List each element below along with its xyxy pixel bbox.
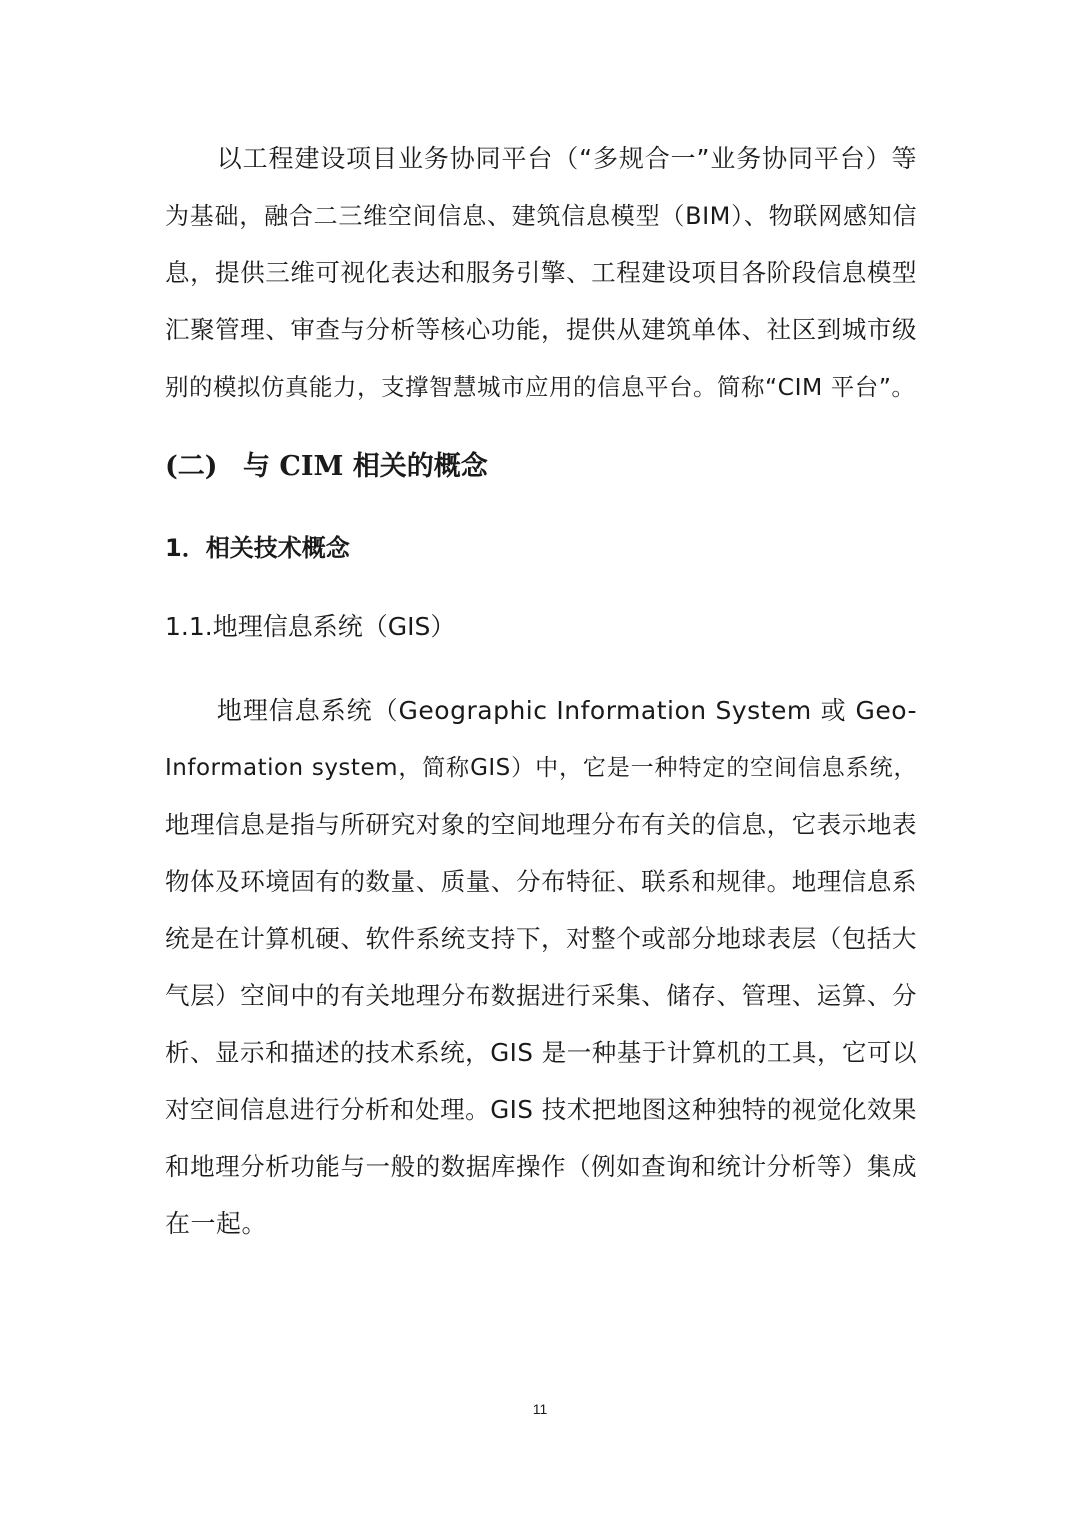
paragraph-line: Information system，简称GIS）中，它是一种特定的空间信息系统，: [165, 755, 917, 781]
paragraph-line: 在一起。: [165, 1209, 268, 1238]
paragraph-line: 气层）空间中的有关地理分布数据进行采集、储存、管理、运算、分: [165, 981, 917, 1010]
section-number: (二): [165, 451, 218, 482]
paragraph-line: 地理信息是指与所研究对象的空间地理分布有关的信息，它表示地表: [165, 810, 917, 839]
paragraph-line: 物体及环境固有的数量、质量、分布特征、联系和规律。地理信息系: [165, 867, 917, 896]
paragraph-line: 地理信息系统（Geographic Information System 或 Geo-: [165, 696, 917, 725]
section-heading: [165, 450, 488, 484]
paragraph-line: 以工程建设项目业务协同平台（“多规合一”业务协同平台）等: [165, 144, 917, 173]
subsubsection-heading: 1.1.地理信息系统（GIS）: [165, 612, 456, 641]
paragraph-line: 别的模拟仿真能力，支撑智慧城市应用的信息平台。简称“CIM 平台”。: [165, 373, 916, 401]
paragraph-line: 统是在计算机硬、软件系统支持下，对整个或部分地球表层（包括大: [165, 924, 917, 953]
paragraph-line: 汇聚管理、审查与分析等核心功能，提供从建筑单体、社区到城市级: [165, 315, 917, 344]
paragraph-line: 为基础，融合二三维空间信息、建筑信息模型（BIM）、物联网感知信: [165, 202, 917, 230]
section-title: 与 CIM 相关的概念: [243, 451, 488, 482]
paragraph-line: 息，提供三维可视化表达和服务引擎、工程建设项目各阶段信息模型: [165, 258, 917, 287]
paragraph-line: 和地理分析功能与一般的数据库操作（例如查询和统计分析等）集成: [165, 1152, 917, 1181]
subsection-heading: 1．相关技术概念: [165, 534, 350, 562]
page-number: 11: [532, 1401, 548, 1417]
paragraph-line: 析、显示和描述的技术系统，GIS 是一种基于计算机的工具，它可以: [165, 1038, 917, 1067]
paragraph-line: 对空间信息进行分析和处理。GIS 技术把地图这种独特的视觉化效果: [165, 1095, 917, 1124]
